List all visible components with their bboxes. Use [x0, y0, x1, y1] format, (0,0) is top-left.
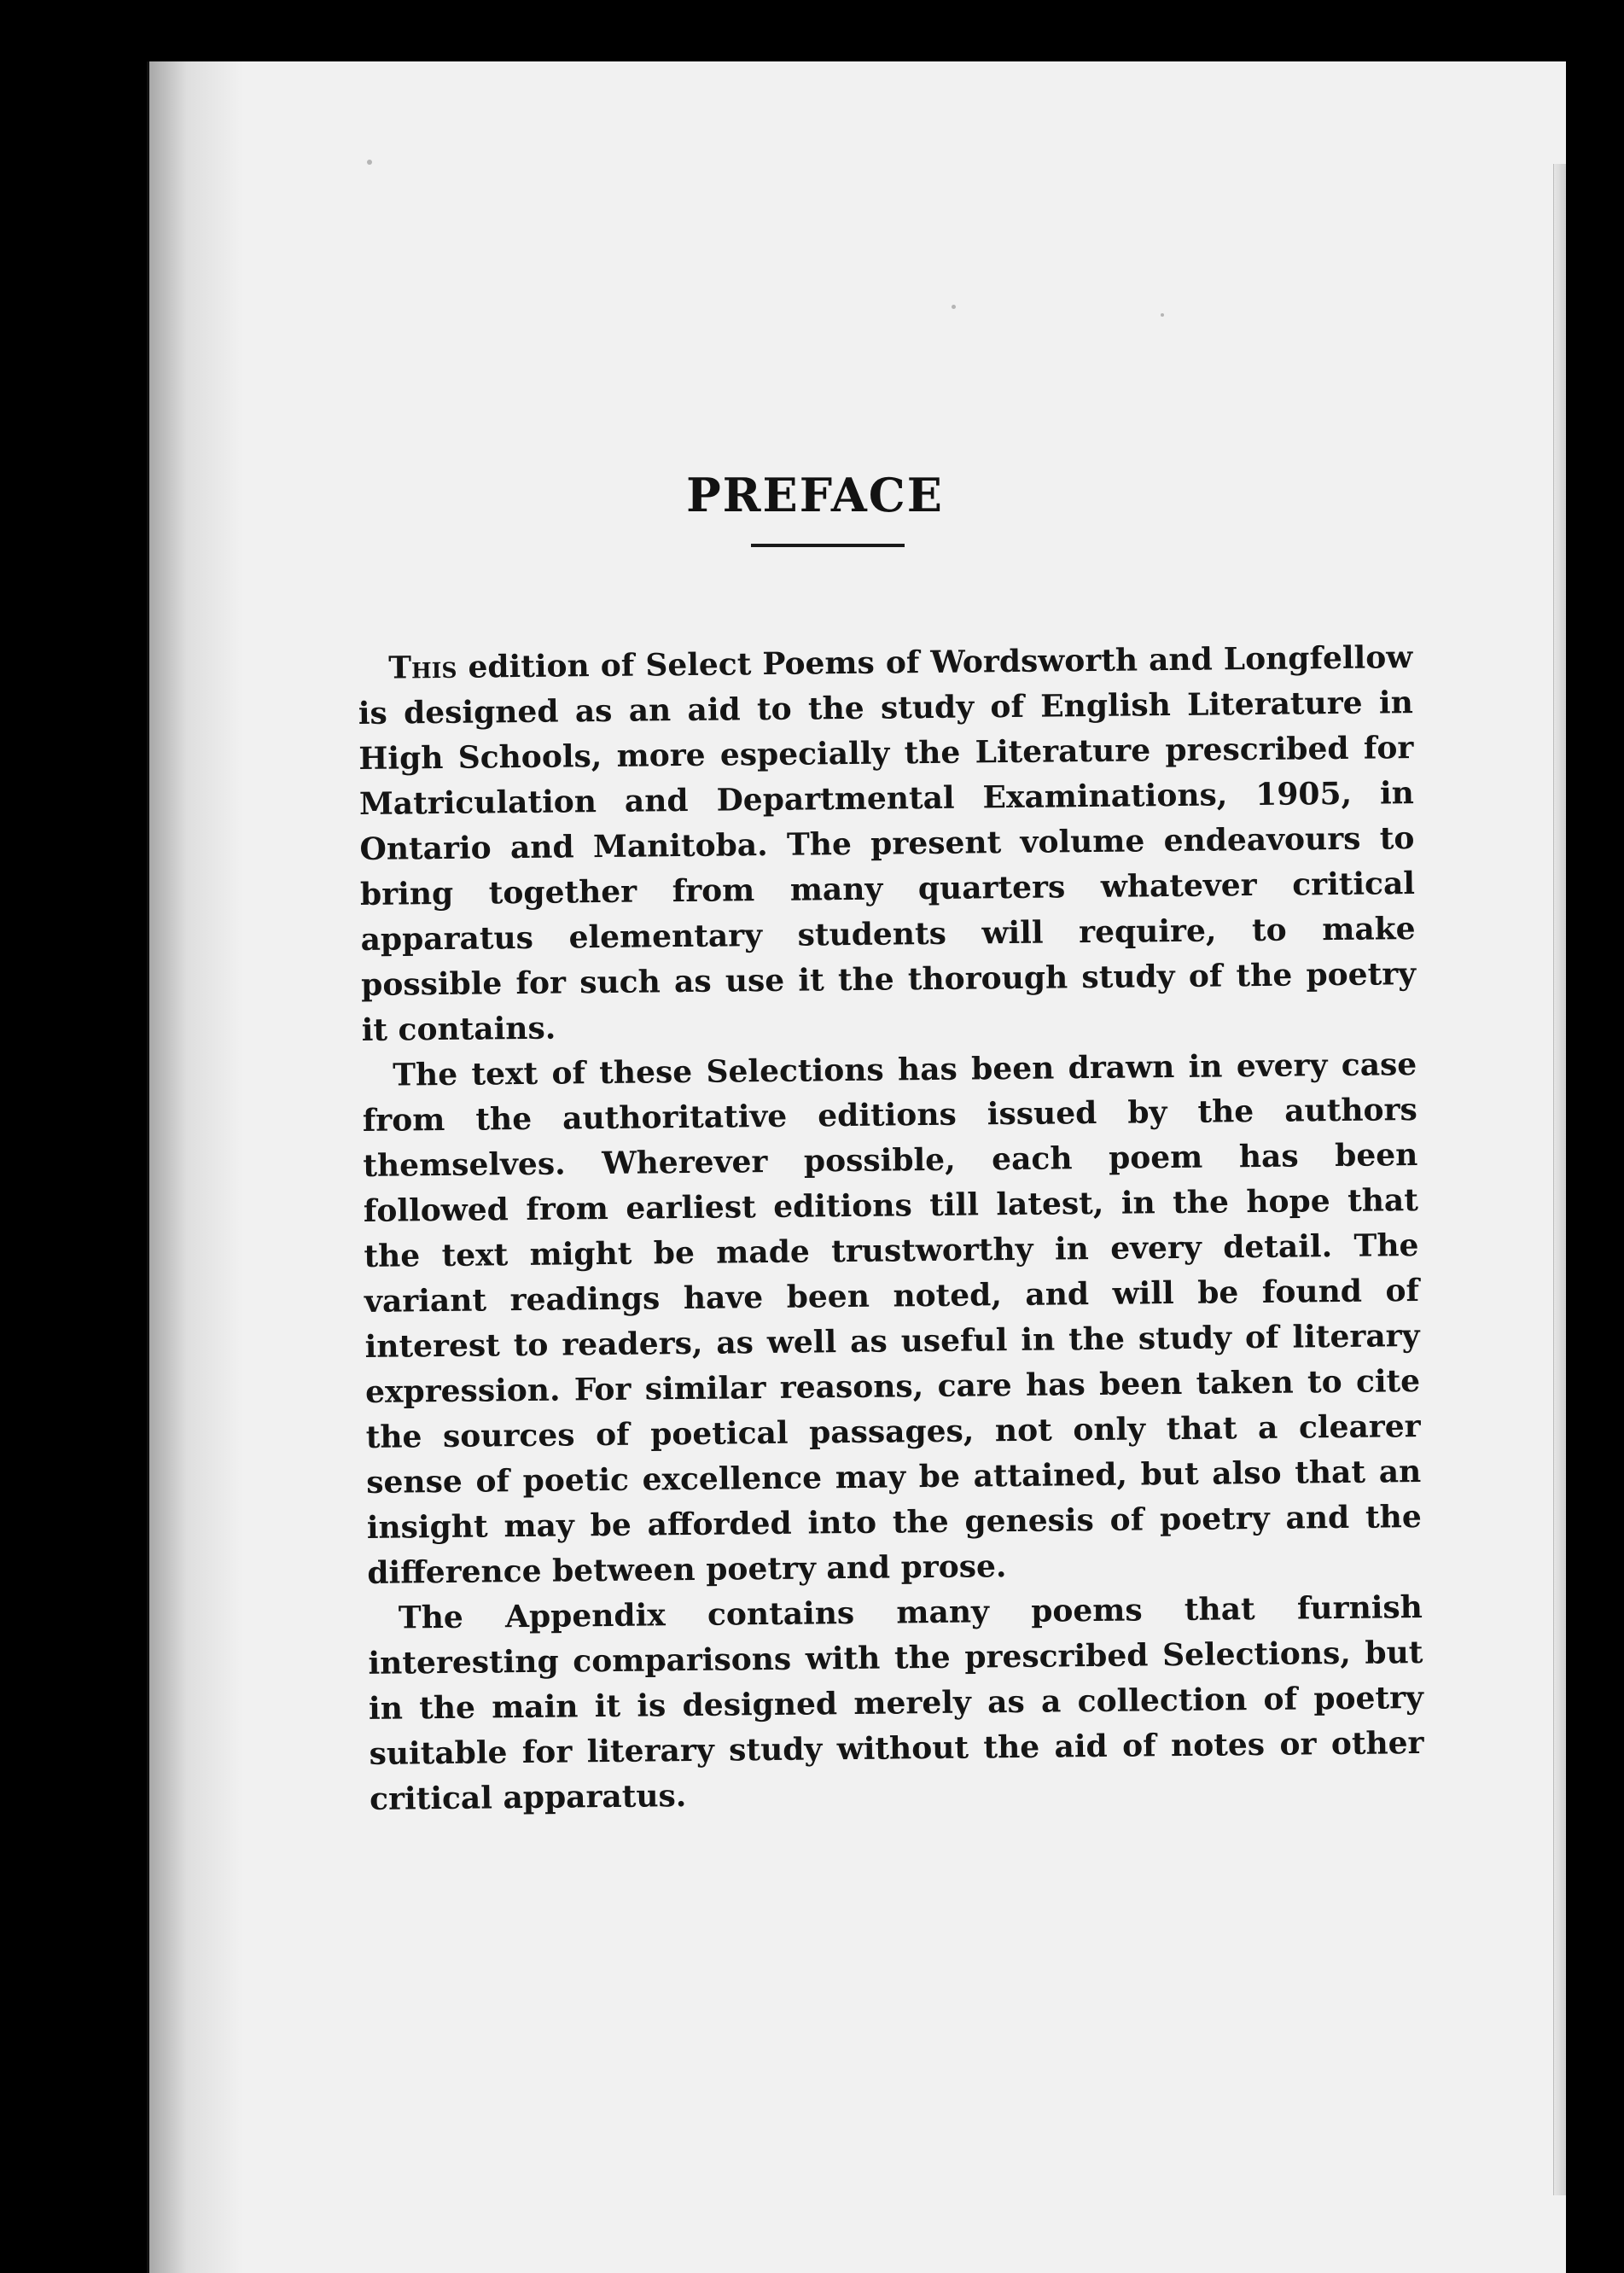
- scan-speck: [367, 160, 372, 165]
- page-title: PREFACE: [686, 468, 944, 523]
- paragraph-text: The text of these Selections has been drawn in every case from the authoritative editions issued by the authors themselves. Wherever possible, each poem has been followed from earliest editions till latest, in the hope that the text might be made trustworthy in every detail. The variant readings have been noted, and will be found of interest to readers, as well as useful in the study of literary expression. For similar reasons, care has been taken to cite the sources of poetical passages, not only that a clearer sense of poetic excellence may be attained, but also that an insight may be afforded into the genesis of poetry and the difference between poetry and prose.: [362, 1046, 1422, 1591]
- title-rule: [751, 544, 905, 547]
- scan-speck: [1161, 313, 1164, 317]
- paragraph-text: edition of Select Poems of Wordsworth and Longfellow is designed as an aid to the study of English Literature in High Schools, more especially the Literature prescribed for Matriculation and Departmental Examinations, 1905, in Ontario and Manitoba. The present volume endeavours to bring together from many quarters whatever critical apparatus elementary students will require, to make possible for such as use it the thorough study of the poetry it contains.: [358, 639, 1417, 1048]
- preface-paragraph-1: [358, 635, 1417, 1053]
- preface-body: [358, 635, 1424, 1822]
- scan-speck: [952, 305, 956, 309]
- book-page: [147, 61, 1566, 2273]
- binding-gutter-shadow: [149, 61, 243, 2273]
- preface-paragraph-3: [368, 1585, 1425, 1822]
- paragraph-text: The Appendix contains many poems that furnish interesting comparisons with the prescribed Selections, but in the main it is designed merely as a collection of poetry suitable for literary study without the aid of notes or other critical apparatus.: [368, 1588, 1424, 1817]
- preface-paragraph-2: [362, 1042, 1423, 1596]
- page-fore-edge: [1553, 164, 1566, 2195]
- paragraph-lead-word: This: [388, 649, 457, 686]
